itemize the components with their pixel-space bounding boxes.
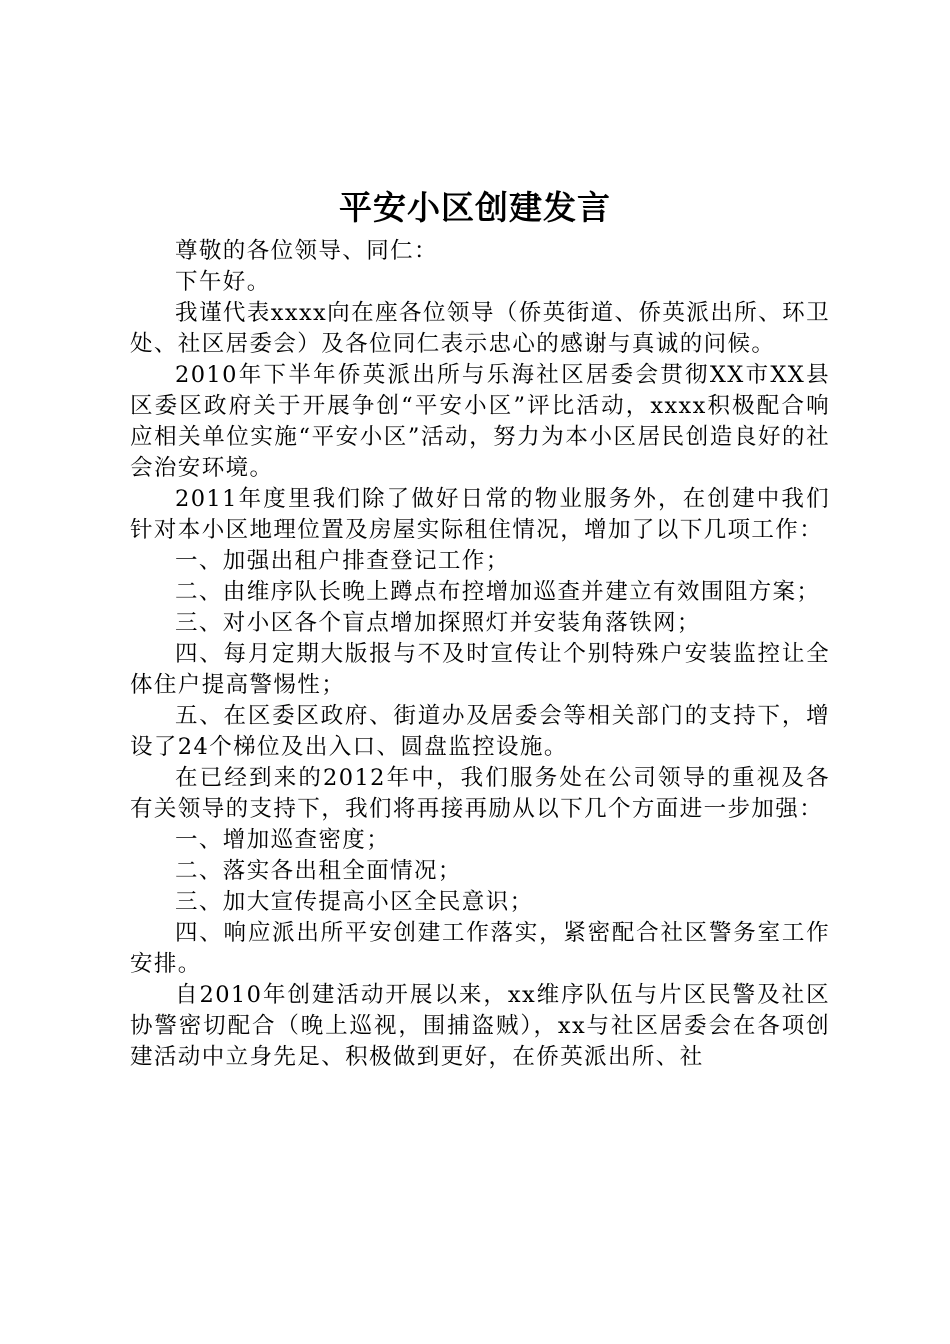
paragraph: 在已经到来的2012年中，我们服务处在公司领导的重视及各有关领导的支持下，我们将再接再励从以下几个方面进一步加强： <box>130 765 830 822</box>
list-item: 一、增加巡查密度； <box>175 827 391 853</box>
list-item: 五、在区委区政府、街道办及居委会等相关部门的支持下，增设了24个梯位及出入口、圆盘监控设施。 <box>130 703 830 760</box>
document-body <box>130 236 830 1073</box>
paragraph: 2011年度里我们除了做好日常的物业服务外，在创建中我们针对本小区地理位置及房屋实际租住情况，增加了以下几项工作： <box>130 486 830 543</box>
salutation: 尊敬的各位领导、同仁： <box>175 238 438 264</box>
document-title: 平安小区创建发言 <box>339 188 611 227</box>
list-item: 四、响应派出所平安创建工作落实，紧密配合社区警务室工作安排。 <box>130 920 830 977</box>
list-item: 三、加大宣传提高小区全民意识； <box>175 889 534 915</box>
paragraph: 我谨代表xxxx向在座各位领导（侨英街道、侨英派出所、环卫处、社区居委会）及各位同仁表示忠心的感谢与真诚的问候。 <box>130 300 830 357</box>
list-item: 二、由维序队长晚上蹲点布控增加巡查并建立有效围阻方案； <box>175 579 821 605</box>
list-item: 三、对小区各个盲点增加探照灯并安装角落铁网； <box>175 610 701 636</box>
paragraph: 自2010年创建活动开展以来，xx维序队伍与片区民警及社区协警密切配合（晚上巡视，围捕盗贼），xx与社区居委会在各项创建活动中立身先足、积极做到更好，在侨英派出所、社 <box>130 982 830 1070</box>
paragraph: 2010年下半年侨英派出所与乐海社区居委会贯彻XX市XX县区委区政府关于开展争创“平安小区”评比活动，xxxx积极配合响应相关单位实施“平安小区”活动，努力为本小区居民创造良好的社会治安环境。 <box>130 362 830 481</box>
list-item: 二、落实各出租全面情况； <box>175 858 462 884</box>
greeting: 下午好。 <box>175 269 271 295</box>
list-item: 四、每月定期大版报与不及时宣传让个别特殊户安装监控让全体住户提高警惕性； <box>130 641 830 698</box>
list-item: 一、加强出租户排查登记工作； <box>175 548 510 574</box>
